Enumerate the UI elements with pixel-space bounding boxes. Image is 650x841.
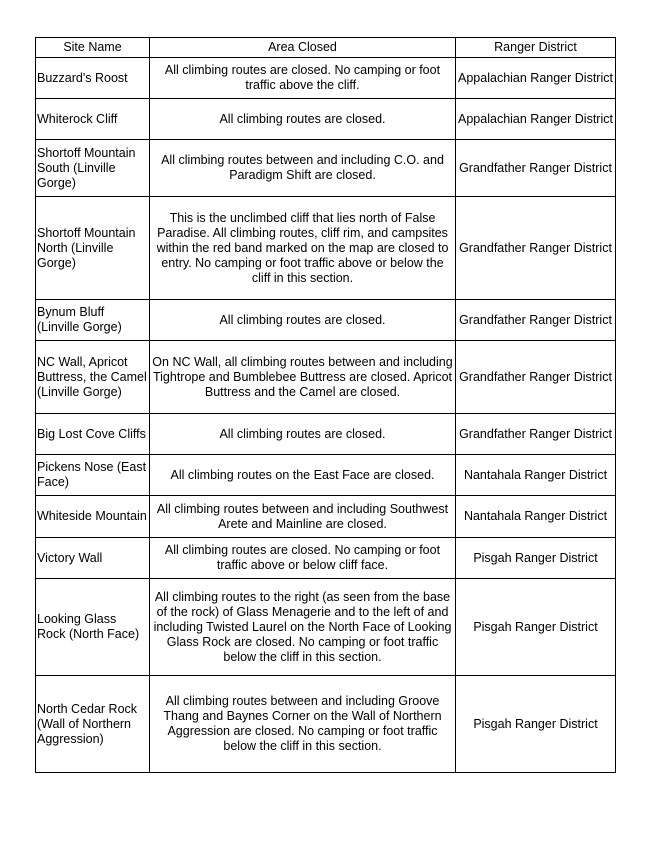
ranger-district-cell: Grandfather Ranger District (456, 197, 616, 300)
table-row (36, 140, 616, 197)
site-name-cell: Whiteside Mountain (36, 496, 150, 538)
site-name-cell: Big Lost Cove Cliffs (36, 414, 150, 455)
area-closed-cell: All climbing routes between and including Southwest Arete and Mainline are closed. (150, 496, 456, 538)
site-name-cell: North Cedar Rock (Wall of Northern Aggression) (36, 676, 150, 773)
site-name-cell: Buzzard's Roost (36, 58, 150, 99)
ranger-district-cell: Grandfather Ranger District (456, 300, 616, 341)
table-row (36, 455, 616, 496)
site-name-cell: Pickens Nose (East Face) (36, 455, 150, 496)
header-row (36, 38, 616, 58)
area-closed-cell: All climbing routes are closed. (150, 414, 456, 455)
table-row (36, 99, 616, 140)
site-name-cell: Victory Wall (36, 538, 150, 579)
table-row (36, 579, 616, 676)
table-row (36, 300, 616, 341)
area-closed-cell: On NC Wall, all climbing routes between and including Tightrope and Bumblebee Buttress are closed. Apricot Buttress and the Camel are closed. (150, 341, 456, 414)
area-closed-cell: All climbing routes are closed. (150, 300, 456, 341)
table-row (36, 414, 616, 455)
area-closed-cell: All climbing routes on the East Face are closed. (150, 455, 456, 496)
ranger-district-cell: Pisgah Ranger District (456, 579, 616, 676)
ranger-district-cell: Pisgah Ranger District (456, 676, 616, 773)
site-name-cell: NC Wall, Apricot Buttress, the Camel (Linville Gorge) (36, 341, 150, 414)
table-row (36, 341, 616, 414)
site-name-cell: Shortoff Mountain South (Linville Gorge) (36, 140, 150, 197)
ranger-district-cell: Appalachian Ranger District (456, 99, 616, 140)
ranger-district-cell: Grandfather Ranger District (456, 341, 616, 414)
area-closed-cell: All climbing routes to the right (as seen from the base of the rock) of Glass Menagerie and to the left of and including Twisted Laurel on the North Face of Looking Glass Rock are closed. No camping or foot traffic below the cliff in this section. (150, 579, 456, 676)
site-name-cell: Bynum Bluff (Linville Gorge) (36, 300, 150, 341)
ranger-district-cell: Nantahala Ranger District (456, 455, 616, 496)
ranger-district-cell: Nantahala Ranger District (456, 496, 616, 538)
site-name-cell: Looking Glass Rock (North Face) (36, 579, 150, 676)
header-area-closed: Area Closed (150, 38, 456, 58)
table-row (36, 676, 616, 773)
ranger-district-cell: Pisgah Ranger District (456, 538, 616, 579)
area-closed-cell: All climbing routes are closed. (150, 99, 456, 140)
ranger-district-cell: Appalachian Ranger District (456, 58, 616, 99)
site-name-cell: Whiterock Cliff (36, 99, 150, 140)
area-closed-cell: All climbing routes between and including Groove Thang and Baynes Corner on the Wall of Northern Aggression are closed. No camping or foot traffic below the cliff in this section. (150, 676, 456, 773)
area-closed-cell: All climbing routes are closed. No camping or foot traffic above or below cliff face. (150, 538, 456, 579)
ranger-district-cell: Grandfather Ranger District (456, 414, 616, 455)
area-closed-cell: This is the unclimbed cliff that lies north of False Paradise. All climbing routes, cliff rim, and campsites within the red band marked on the map are closed to entry. No camping or foot traffic above or below the cliff in this section. (150, 197, 456, 300)
table-body (36, 58, 616, 773)
ranger-district-cell: Grandfather Ranger District (456, 140, 616, 197)
table-row (36, 496, 616, 538)
header-ranger-district: Ranger District (456, 38, 616, 58)
header-site-name: Site Name (36, 38, 150, 58)
closures-table (35, 37, 616, 773)
table-header (36, 38, 616, 58)
site-name-cell: Shortoff Mountain North (Linville Gorge) (36, 197, 150, 300)
area-closed-cell: All climbing routes are closed. No camping or foot traffic above the cliff. (150, 58, 456, 99)
table-row (36, 58, 616, 99)
table-row (36, 538, 616, 579)
area-closed-cell: All climbing routes between and including C.O. and Paradigm Shift are closed. (150, 140, 456, 197)
table-row (36, 197, 616, 300)
